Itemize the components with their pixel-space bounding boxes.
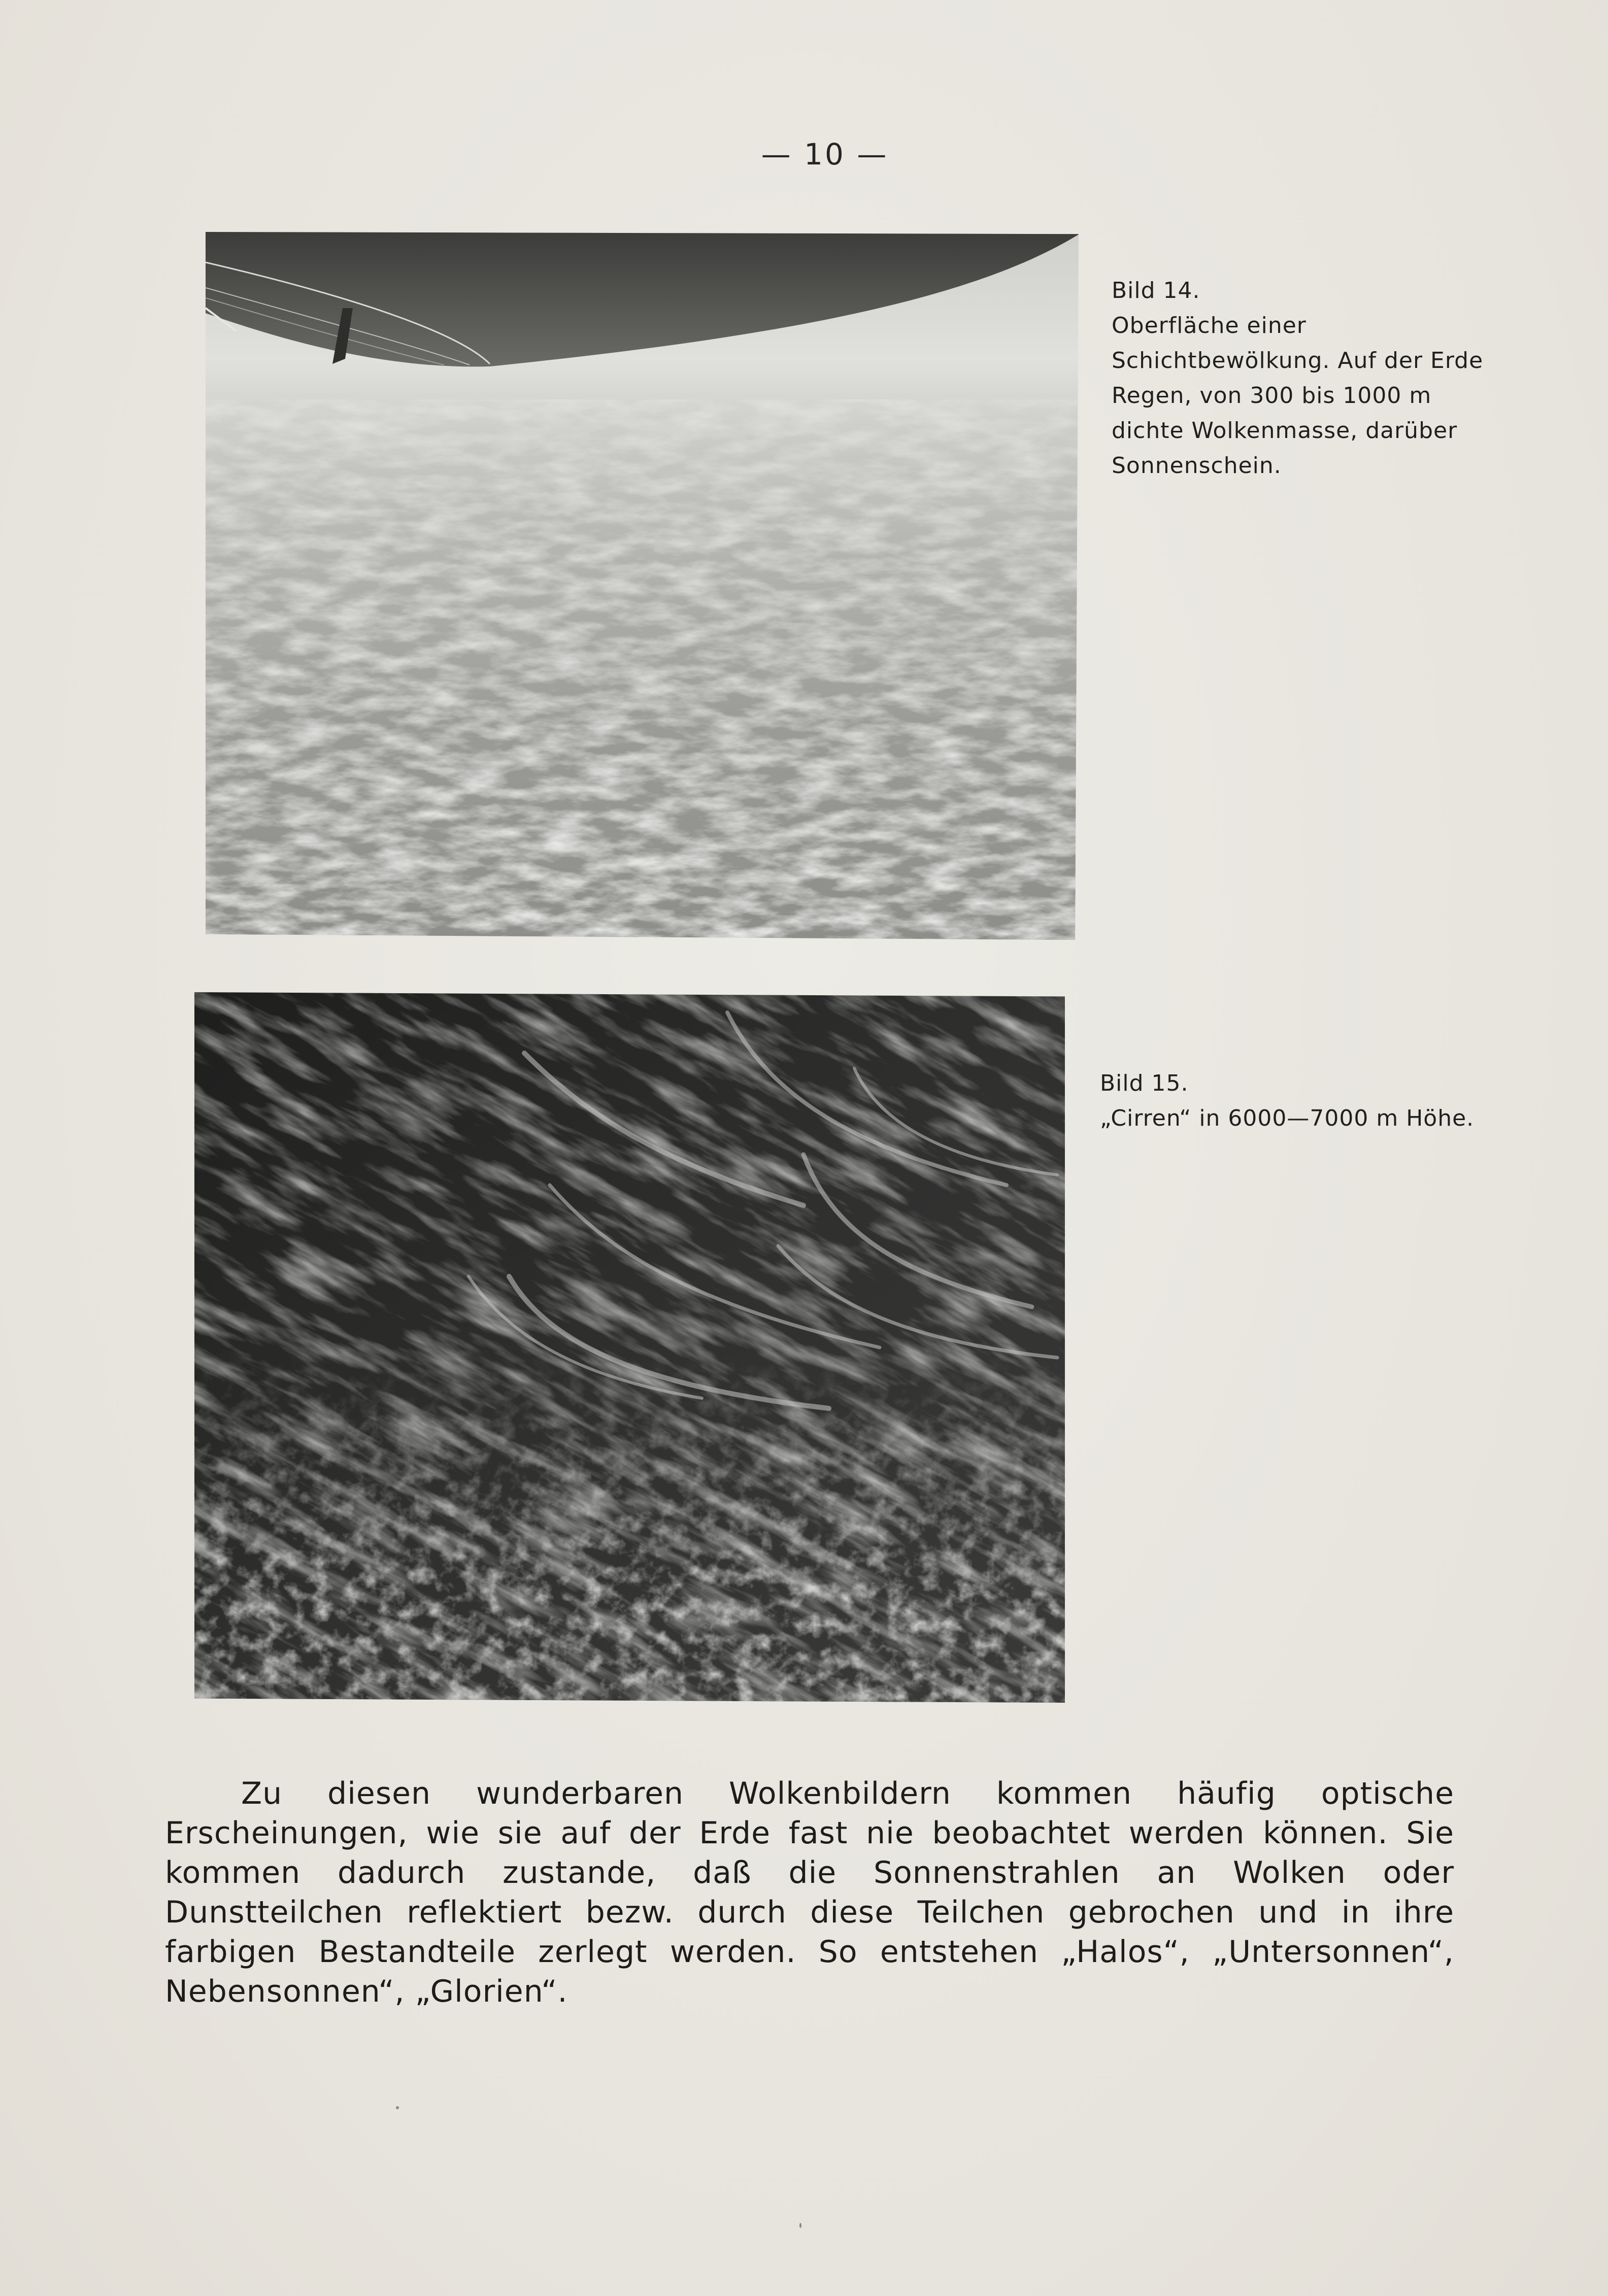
page-number: — 10 — [761,137,889,172]
figure-15-text: „Cirren“ in 6000—7000 m Höhe. [1100,1105,1475,1131]
figure-15-caption [1100,1066,1506,1136]
figure-15-label: Bild 15. [1100,1070,1189,1096]
figure-14-label: Bild 14. [1112,278,1200,303]
paper-speck [396,2106,399,2109]
figure-14-text: Oberfläche einer Schichtbewölkung. Auf der Erde Regen, von 300 bis 1000 m dichte Wolkenmasse, darüber Sonnenschein. [1112,313,1484,479]
figure-14-caption [1112,273,1497,483]
paper-speck [799,2223,801,2228]
body-paragraph: Zu diesen wunderbaren Wolkenbildern kommen häufig optische Erscheinungen, wie sie auf der Erde fast nie beobachtet werden können. Sie kommen dadurch zustande, daß die Sonnenstrahlen an Wolken oder Dunstteilchen reflektiert bezw. durch diese Teilchen gebrochen und in ihre farbigen Bestandteile zerlegt werden. So entstehen „Halos“, „Untersonnen“, Nebensonnen“, „Glorien“. [165,1776,1454,2009]
cloud-layer-photo [206,232,1079,940]
cirrus-clouds-photo [194,992,1065,1703]
